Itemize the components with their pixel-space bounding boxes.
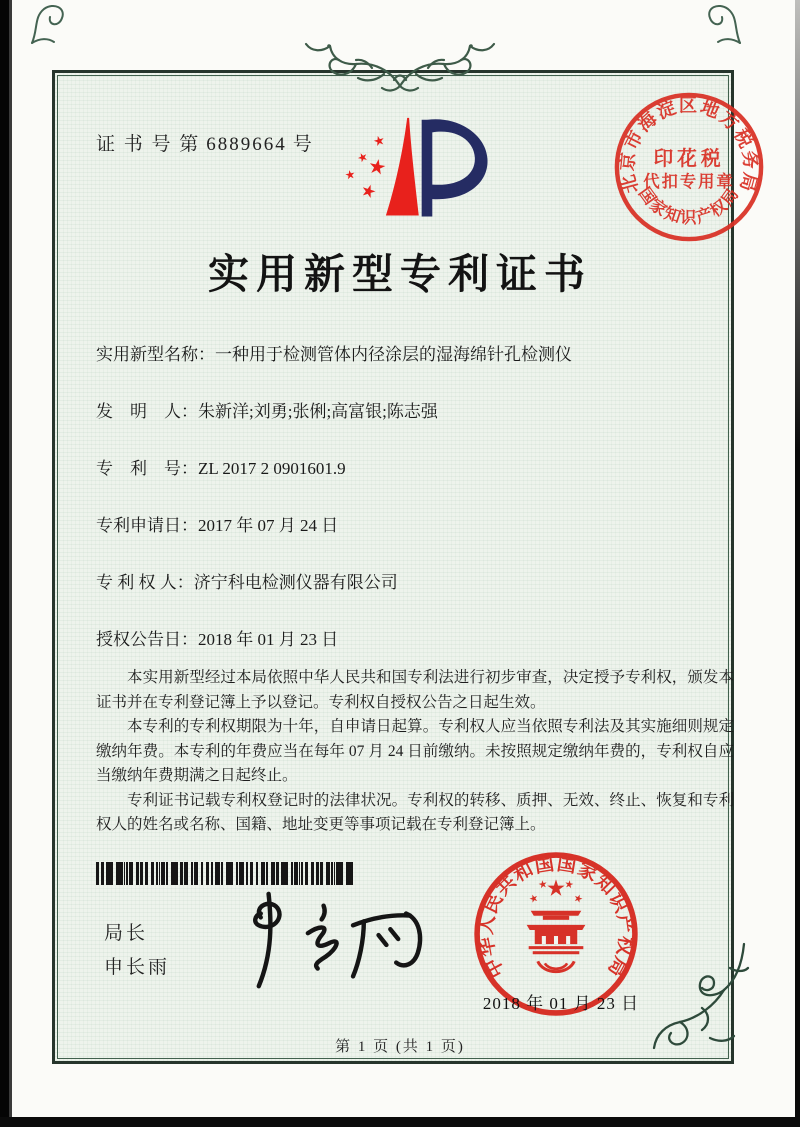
page-number: 第 1 页 (共 1 页) (335, 1039, 465, 1055)
field-label: 专 利 权 人： (96, 573, 194, 592)
commissioner-title-label: 局长 (104, 923, 149, 944)
barcode (96, 862, 354, 885)
field-grant-date (96, 629, 734, 650)
logo-wedge-shape (386, 118, 419, 216)
commissioner-name-label: 申长雨 (104, 957, 171, 978)
certificate-fields (96, 344, 734, 686)
top-right-flourish-icon (700, 0, 748, 44)
legal-paragraph-1: 本实用新型经过本局依照中华人民共和国专利法进行初步审查，决定授予专利权，颁发本证书并在专利登记簿上予以登记。专利权自授权公告之日起生效。 (96, 669, 734, 711)
field-value: 朱新洋;刘勇;张俐;高富银;陈志强 (198, 402, 438, 421)
cert-no-prefix: 证 书 号 第 (96, 134, 201, 155)
legal-paragraph-3: 专利证书记载专利权登记时的法律状况。专利权的转移、质押、无效、终止、恢复和专利权人的姓名或名称、国籍、地址变更等事项记载在专利登记簿上。 (96, 791, 734, 833)
cert-no-value: 6889664 (206, 134, 287, 155)
certificate-title: 实用新型专利证书 (208, 251, 592, 297)
legal-text (96, 666, 734, 838)
field-label: 实用新型名称： (96, 345, 215, 364)
seal-ring-text: 中华人民共和国国家知识产权局 (475, 853, 637, 981)
cert-no-suffix: 号 (292, 134, 314, 155)
legal-paragraph-2: 本专利的专利权期限为十年，自申请日起算。专利权人应当依照专利法及其实施细则规定缴纳年费。本专利的年费应当在每年 07 月 24 日前缴纳。未按照规定缴纳年费的，专利权自应当缴纳年费期满之日起终止。 (96, 718, 734, 784)
field-label: 专利申请日： (96, 516, 198, 535)
tax-stamp-line1: 印花税 (653, 148, 725, 171)
logo-stars (345, 135, 387, 199)
field-value: 一种用于检测管体内径涂层的湿海绵针孔检测仪 (215, 345, 572, 364)
tax-stamp-arc-top: 北京市海淀区地方税务局 (616, 94, 762, 196)
seal-date: 2018 年 01 月 23 日 (482, 994, 640, 1013)
top-dragon-ornament-icon (278, 34, 522, 98)
field-value: 2017 年 07 月 24 日 (198, 516, 339, 535)
national-emblem-icon (527, 879, 586, 971)
field-value: 2018 年 01 月 23 日 (198, 630, 339, 649)
field-value: 济宁科电检测仪器有限公司 (193, 573, 398, 592)
scan-edge-bottom (0, 1117, 800, 1127)
bottom-right-flourish-icon (640, 938, 752, 1060)
field-patentee (96, 572, 734, 593)
cnipa-patent-logo-icon (334, 114, 490, 230)
tax-stamp-seal (610, 88, 768, 246)
tax-stamp-line2: 代扣专用章 (643, 172, 735, 191)
field-patent-number (96, 458, 734, 479)
field-label: 发 明 人： (96, 402, 198, 421)
field-label: 专 利 号： (96, 459, 198, 478)
handwritten-signature (205, 888, 450, 996)
scan-edge-left (0, 0, 14, 1127)
logo-p-shape (422, 119, 488, 216)
field-inventors (96, 401, 734, 422)
certificate-number (96, 129, 320, 156)
field-filing-date (96, 515, 734, 536)
field-label: 授权公告日： (96, 630, 198, 649)
top-left-flourish-icon (24, 0, 72, 44)
field-value: ZL 2017 2 0901601.9 (198, 459, 346, 478)
field-utility-model-name (96, 344, 734, 365)
tax-stamp-arc-bottom: 国家知识产权局 (634, 184, 744, 228)
scan-edge-right (795, 0, 800, 1127)
